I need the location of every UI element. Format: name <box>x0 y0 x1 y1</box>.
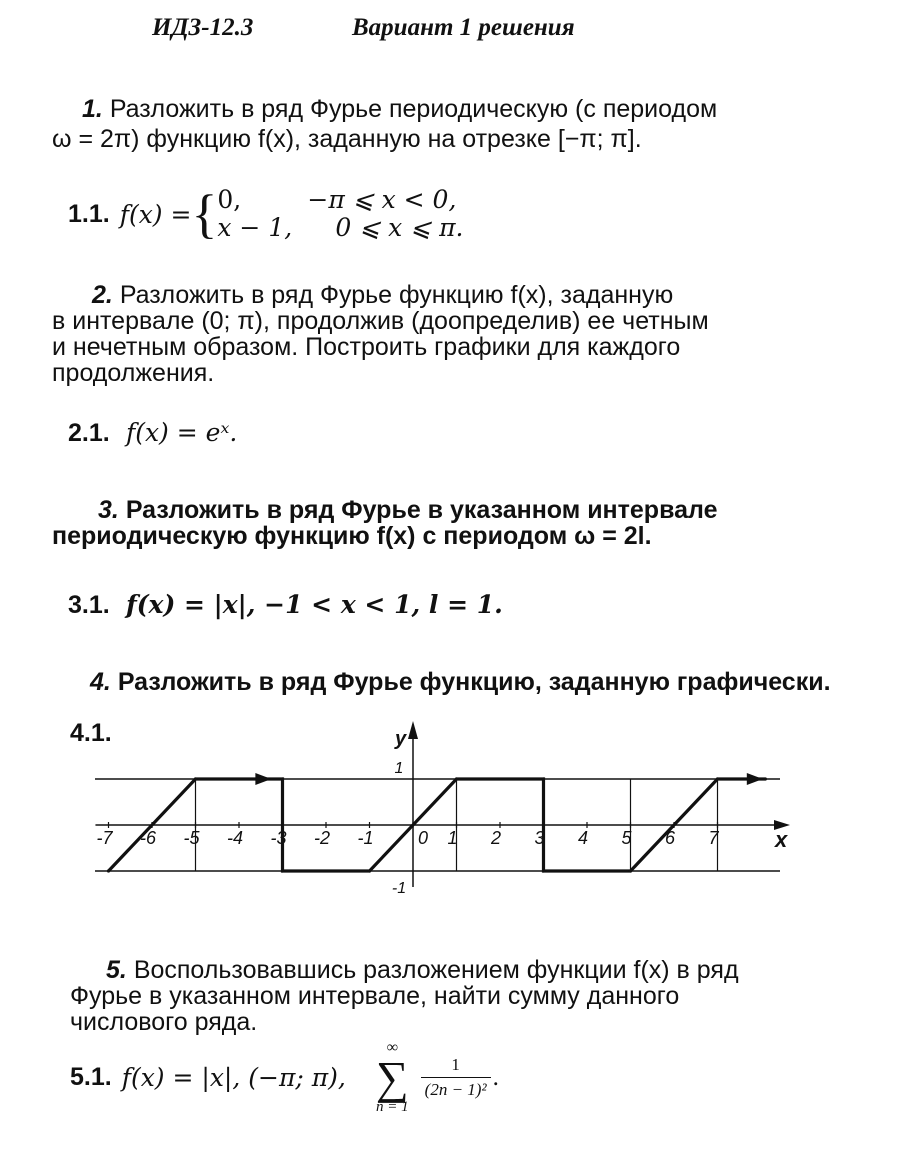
x-tick-label-13: 6 <box>664 828 676 848</box>
case-2-condition: 0 ⩽ x ⩽ π. <box>335 213 464 242</box>
fraction-numerator: 1 <box>451 1055 460 1074</box>
task-1 <box>52 96 717 152</box>
sum-sign: ∑ <box>375 1052 409 1103</box>
case-1-condition: −π ⩽ x < 0, <box>307 185 457 214</box>
case-2-value: x − 1, <box>217 213 293 242</box>
case-1-value: 0, <box>217 185 242 214</box>
fraction-denominator: (2n − 1)² <box>421 1077 491 1100</box>
formula-period: . <box>492 1063 499 1091</box>
sum-upper-limit: ∞ <box>386 1039 398 1056</box>
task-4-number: 4. <box>90 668 111 696</box>
x-tick-label-14: 7 <box>708 828 719 848</box>
x-tick-label-2: -5 <box>183 828 200 848</box>
data-point-0-2 <box>281 777 284 780</box>
left-brace: { <box>191 184 218 244</box>
x-tick-label-9: 2 <box>490 828 502 848</box>
task-3 <box>52 497 717 549</box>
summation <box>376 1040 409 1115</box>
x-tick-label-7: 0 <box>417 828 429 848</box>
task-5-text-line2: Фурье в указанном интервале, найти сумму данного <box>70 982 680 1010</box>
task-4-text: Разложить в ряд Фурье функцию, заданную графически. <box>117 668 831 696</box>
segment-arrow-0 <box>255 773 271 785</box>
data-point-0-0 <box>107 869 110 872</box>
item-4-1-label: 4.1. <box>70 719 112 747</box>
x-tick-label-8: 1 <box>447 828 458 848</box>
task-2-text-line2: в интервале (0; π), продолжив (доопределив) ее четным <box>52 307 709 335</box>
data-point-0-8 <box>629 869 632 872</box>
piecewise-cases <box>217 186 477 242</box>
task-3-text-line2: периодическую функцию f(x) с периодом ω = 2l. <box>52 522 652 550</box>
item-3-1-label: 3.1. <box>68 591 110 619</box>
y-axis-label: y <box>395 728 407 750</box>
item-3-1-formula: f(x) = |x|, −1 < x < 1, l = 1. <box>125 590 503 619</box>
data-point-0-10 <box>764 777 767 780</box>
item-3-1 <box>68 590 503 620</box>
x-tick-label-6: -1 <box>357 828 374 848</box>
y-axis-arrow <box>408 721 418 739</box>
fraction <box>421 1055 491 1100</box>
task-1-text-line1: Разложить в ряд Фурье периодическую (с периодом <box>109 95 718 123</box>
segment-arrow-1 <box>747 773 763 785</box>
x-tick-label-4: -3 <box>270 828 287 848</box>
x-tick-label-5: -2 <box>313 828 331 848</box>
x-tick-label-10: 3 <box>534 828 545 848</box>
y-tick-label-0: 1 <box>394 760 404 777</box>
task-2-text-line1: Разложить в ряд Фурье функцию f(x), заданную <box>119 281 674 309</box>
task-4 <box>90 669 831 695</box>
x-tick-label-12: 5 <box>621 828 632 848</box>
task-2 <box>52 282 709 386</box>
x-tick-label-11: 4 <box>577 828 589 848</box>
task-2-text-line4: продолжения. <box>52 359 215 387</box>
data-point-0-6 <box>542 777 545 780</box>
task-3-text-line1: Разложить в ряд Фурье в указанном интервале <box>125 496 718 524</box>
task-1-number: 1. <box>82 95 103 123</box>
task-5 <box>70 957 739 1035</box>
variant-title: Вариант 1 решения <box>352 14 575 41</box>
y-tick-label-1: -1 <box>391 880 407 895</box>
data-point-0-7 <box>542 869 545 872</box>
item-1-1-label: 1.1. <box>68 199 110 228</box>
item-2-1-formula: f(x) = eˣ. <box>125 418 238 447</box>
item-1-1-lhs: f(x) = <box>119 199 192 229</box>
x-axis-label: x <box>775 827 788 852</box>
task-2-number: 2. <box>92 281 113 309</box>
assignment-code: ИДЗ-12.3 <box>152 14 254 41</box>
item-5-1-label: 5.1. <box>70 1063 112 1091</box>
x-tick-label-0: -7 <box>96 828 113 848</box>
sum-lower-limit: n = 1 <box>375 1099 409 1115</box>
item-5-1 <box>70 1040 499 1115</box>
task-5-text-line1: Воспользовавшись разложением функции f(x) в ряд <box>133 956 739 984</box>
data-point-0-1 <box>194 777 197 780</box>
task-1-text-line2: ω = 2π) функцию f(x), заданную на отрезке [−π; π]. <box>52 125 642 153</box>
x-tick-label-1: -6 <box>139 828 157 848</box>
data-point-0-9 <box>716 777 719 780</box>
task-5-number: 5. <box>106 956 127 984</box>
item-2-1 <box>68 418 237 448</box>
item-5-1-formula: f(x) = |x|, (−π; π), <box>121 1063 346 1092</box>
data-point-0-4 <box>368 869 371 872</box>
data-point-0-3 <box>281 869 284 872</box>
item-1-1 <box>68 186 477 242</box>
task-2-text-line3: и нечетным образом. Построить графики для каждого <box>52 333 681 361</box>
task-3-number: 3. <box>98 496 119 524</box>
item-2-1-label: 2.1. <box>68 419 110 447</box>
x-tick-label-3: -4 <box>226 828 244 848</box>
task-5-text-line3: числового ряда. <box>70 1008 258 1036</box>
data-point-0-5 <box>455 777 458 780</box>
function-graph <box>0 715 910 895</box>
